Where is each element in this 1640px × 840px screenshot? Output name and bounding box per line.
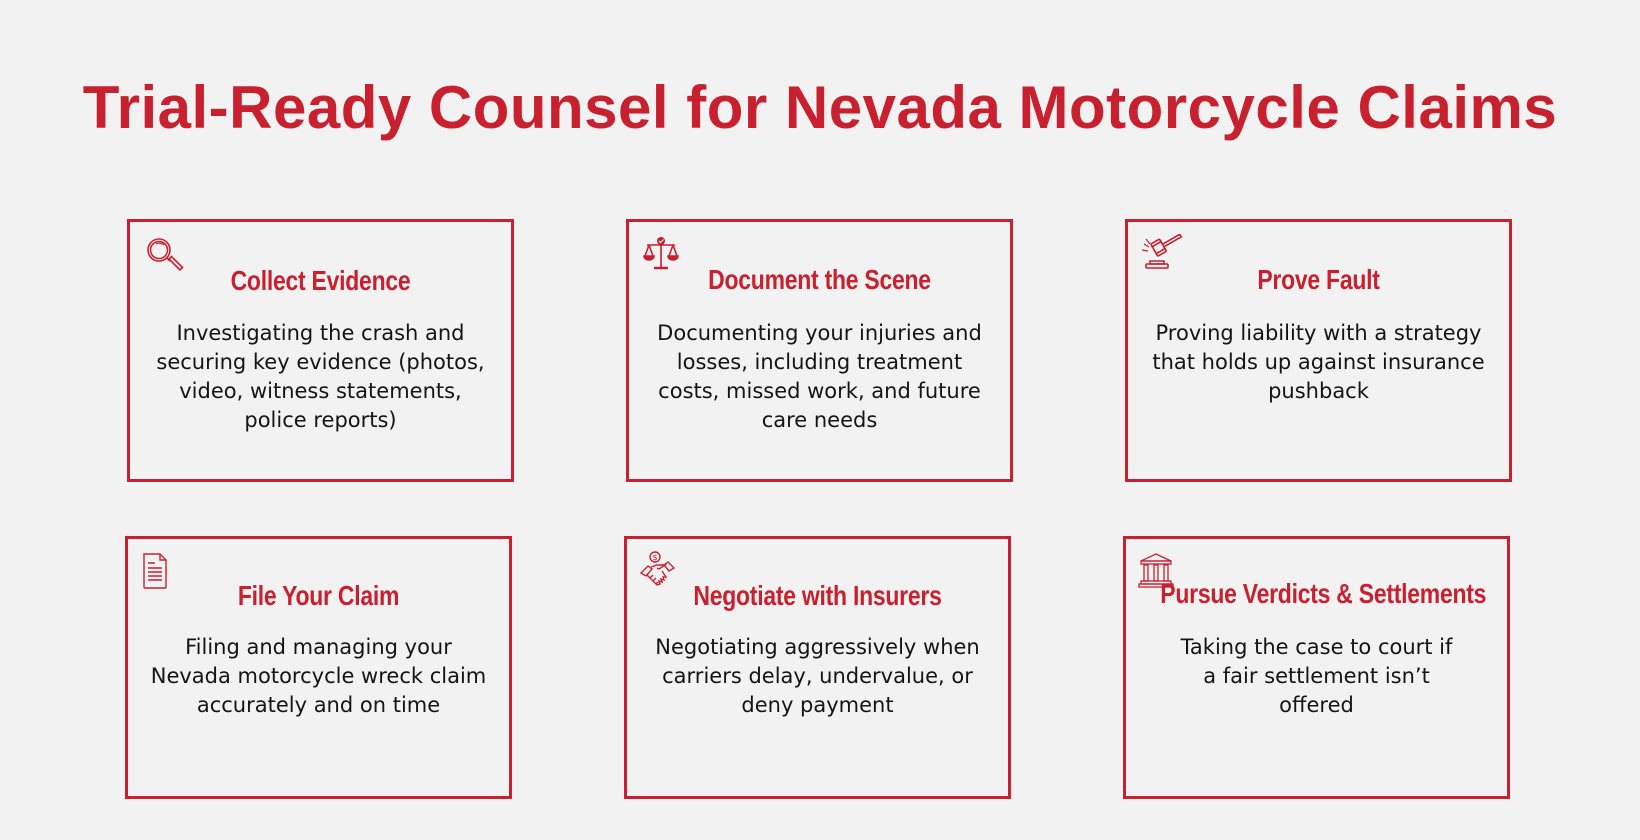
card-file-your-claim <box>125 536 512 799</box>
card-description: Documenting your injuries and losses, including treatment costs, missed work, and future care needs <box>657 321 982 432</box>
card-title: Document the Scene <box>708 264 931 295</box>
card-description: Investigating the crash and securing key evidence (photos, video, witness statements, police reports) <box>156 321 485 432</box>
card-description: Proving liability with a strategy that holds up against insurance pushback <box>1152 321 1485 403</box>
page-title: Trial-Ready Counsel for Nevada Motorcycle Claims <box>82 74 1558 141</box>
card-description: Negotiating aggressively when carriers delay, undervalue, or deny payment <box>655 635 980 717</box>
card-description: Filing and managing your Nevada motorcycle wreck claim accurately and on time <box>150 635 487 717</box>
card-negotiate-with-insurers <box>624 536 1011 799</box>
card-title: Pursue Verdicts & Settlements <box>1160 578 1487 609</box>
card-title: Prove Fault <box>1257 264 1380 295</box>
card-title: Negotiate with Insurers <box>693 580 942 611</box>
card-collect-evidence <box>127 219 514 482</box>
card-description: Taking the case to court if a fair settlement isn’t offered <box>1180 635 1453 717</box>
card-title: Collect Evidence <box>230 265 411 296</box>
card-pursue-verdicts-settlements <box>1123 536 1510 799</box>
card-document-the-scene <box>626 219 1013 482</box>
card-prove-fault <box>1125 219 1512 482</box>
svg-text:$: $ <box>652 553 658 562</box>
card-title: File Your Claim <box>237 580 400 611</box>
